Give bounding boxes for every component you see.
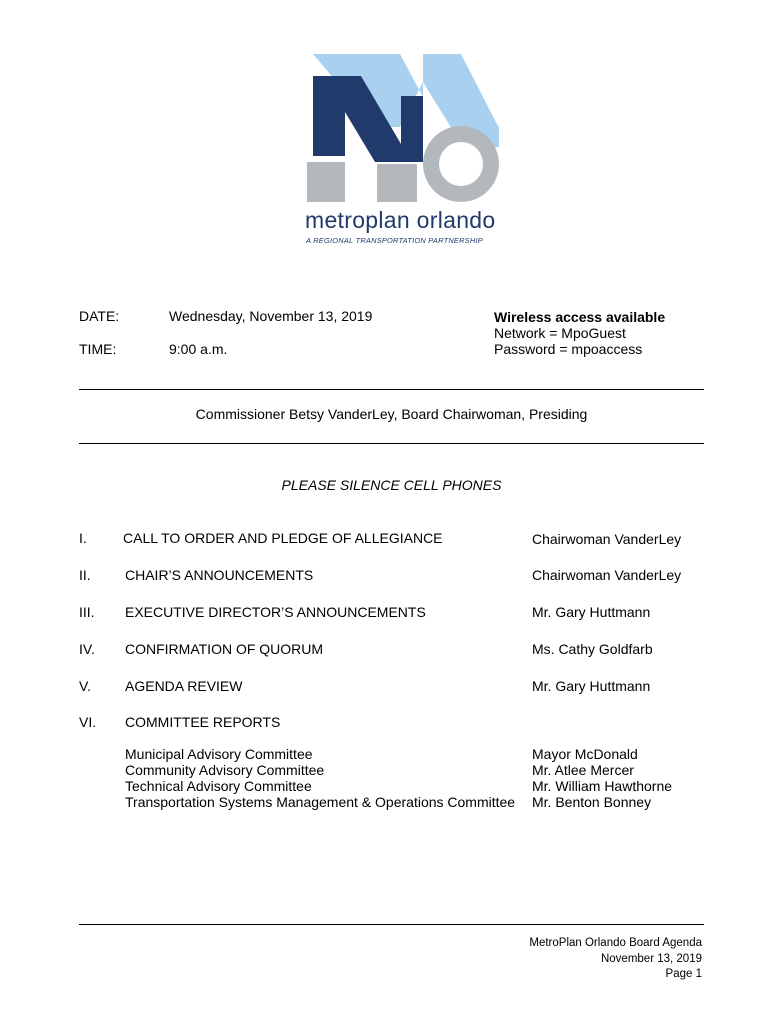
- logo-brand-text: metroplan orlando: [305, 207, 496, 233]
- committee-name: Transportation Systems Management & Operations Committee: [125, 794, 516, 810]
- agenda-item-title: CHAIR’S ANNOUNCEMENTS: [125, 567, 314, 583]
- footer-date: November 13, 2019: [600, 952, 702, 965]
- logo-o-inner: [439, 142, 483, 186]
- agenda-item-num: VI.: [79, 714, 97, 730]
- committee-name: Municipal Advisory Committee: [125, 746, 313, 762]
- footer-title: MetroPlan Orlando Board Agenda: [529, 937, 702, 949]
- date-label: DATE:: [79, 308, 120, 324]
- logo-gray-left: [307, 162, 345, 202]
- committee-presenter: Mr. William Hawthorne: [532, 778, 673, 794]
- silence-phones-notice: PLEASE SILENCE CELL PHONES: [281, 477, 502, 493]
- committee-presenter: Mr. Atlee Mercer: [532, 762, 634, 778]
- presiding-line: Commissioner Betsy VanderLey, Board Chairwoman, Presiding: [195, 406, 588, 422]
- date-value: Wednesday, November 13, 2019: [169, 308, 373, 324]
- agenda-item-presenter: Mr. Gary Huttmann: [532, 678, 651, 694]
- divider-bottom: [79, 443, 704, 444]
- time-label: TIME:: [79, 341, 117, 357]
- agenda-item-title: COMMITTEE REPORTS: [125, 714, 281, 730]
- agenda-item-num: V.: [79, 678, 91, 694]
- committee-list: [125, 746, 515, 810]
- metroplan-logo: [305, 52, 499, 247]
- wireless-network: Network = MpoGuest: [494, 325, 626, 341]
- committee-presenter: Mr. Benton Bonney: [532, 794, 652, 810]
- agenda-item-presenter: Chairwoman VanderLey: [532, 531, 682, 547]
- agenda-item-num: II.: [79, 567, 91, 583]
- agenda-item-num: III.: [79, 604, 95, 620]
- footer-page-number: Page 1: [665, 968, 702, 980]
- agenda-item-presenter: Mr. Gary Huttmann: [532, 604, 651, 620]
- time-value: 9:00 a.m.: [169, 341, 228, 357]
- mo-logo-mark: [305, 52, 499, 202]
- page-footer: [529, 936, 702, 983]
- committee-presenter-list: [532, 746, 672, 810]
- agenda-item-num: I.: [79, 530, 87, 546]
- footer-divider: [79, 924, 704, 925]
- agenda-item-presenter: Ms. Cathy Goldfarb: [532, 641, 653, 657]
- logo-tagline: A REGIONAL TRANSPORTATION PARTNERSHIP: [306, 236, 483, 245]
- agenda-item-title: CALL TO ORDER AND PLEDGE OF ALLEGIANCE: [123, 530, 443, 546]
- committee-presenter: Mayor McDonald: [532, 746, 638, 762]
- logo-gray-right: [377, 164, 417, 202]
- agenda-item-presenter: Chairwoman VanderLey: [532, 567, 682, 583]
- agenda-item-title: AGENDA REVIEW: [125, 678, 243, 694]
- agenda-item-title: EXECUTIVE DIRECTOR’S ANNOUNCEMENTS: [125, 604, 426, 620]
- agenda-item-title: CONFIRMATION OF QUORUM: [125, 641, 324, 657]
- wireless-password: Password = mpoaccess: [494, 341, 643, 357]
- committee-name: Community Advisory Committee: [125, 762, 325, 778]
- wireless-heading: Wireless access available: [494, 309, 666, 325]
- agenda-item-num: IV.: [79, 641, 95, 657]
- divider-top: [79, 389, 704, 390]
- committee-name: Technical Advisory Committee: [125, 778, 312, 794]
